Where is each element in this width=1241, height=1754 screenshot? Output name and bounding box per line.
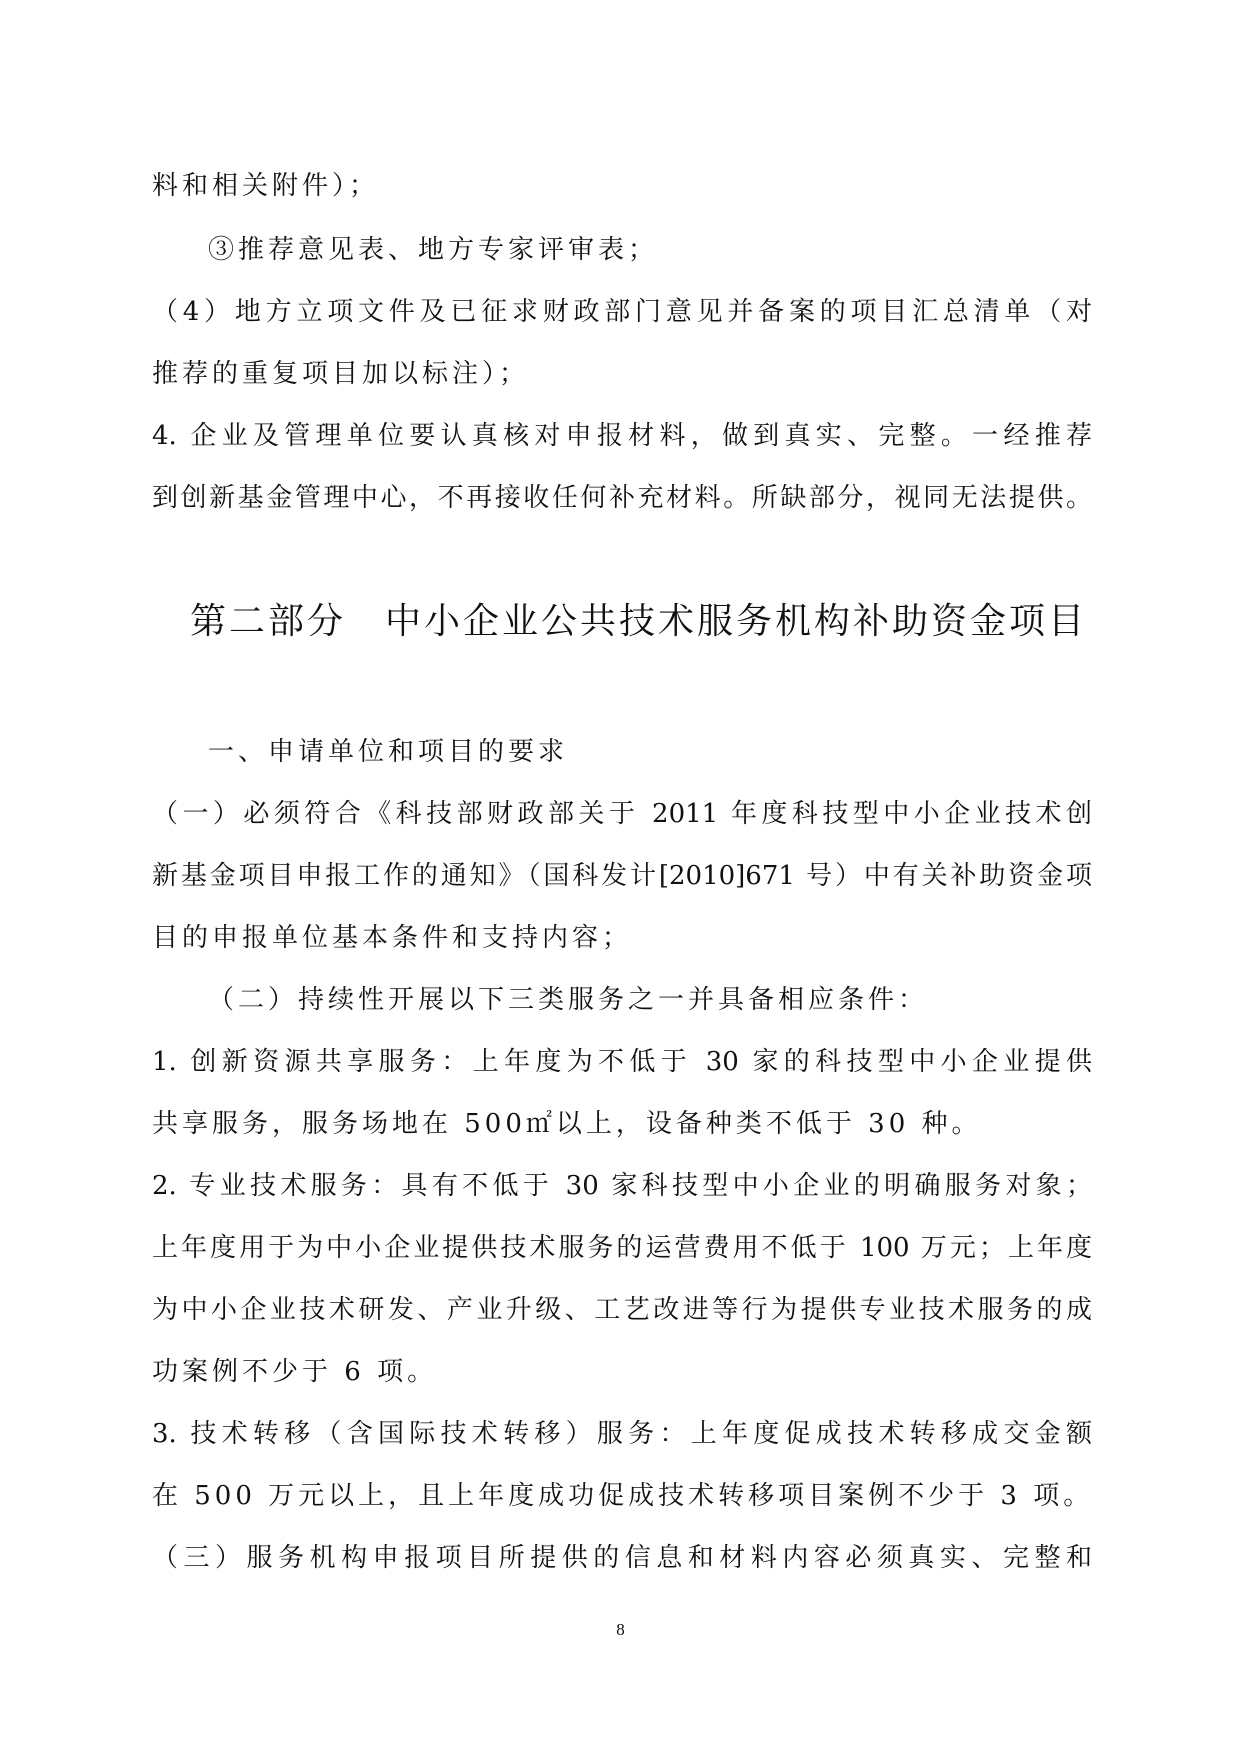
body-line: 共享服务，服务场地在 500㎡以上，设备种类不低于 30 种。 [152,1109,982,1139]
body-line: （三）服务机构申报项目所提供的信息和材料内容必须真实、完整和 [152,1543,1092,1573]
body-line: 为中小企业技术研发、产业升级、工艺改进等行为提供专业技术服务的成 [152,1295,1092,1325]
body-line: （二）持续性开展以下三类服务之一并具备相应条件： [208,985,929,1015]
body-line: 到创新基金管理中心，不再接收任何补充材料。所缺部分，视同无法提供。 [152,483,1092,513]
body-line: （一）必须符合《科技部财政部关于 2011 年度科技型中小企业技术创 [152,799,1092,829]
body-line: 目的申报单位基本条件和支持内容； [152,923,633,953]
body-line: ③推荐意见表、地方专家评审表； [208,235,659,265]
body-line: 2. 专业技术服务：具有不低于 30 家科技型中小企业的明确服务对象； [152,1171,1092,1201]
page-number: 8 [616,1620,625,1639]
body-line: 1. 创新资源共享服务：上年度为不低于 30 家的科技型中小企业提供 [152,1047,1092,1077]
subsection-title: 一、申请单位和项目的要求 [208,737,569,767]
body-line: 上年度用于为中小企业提供技术服务的运营费用不低于 100 万元；上年度 [152,1233,1092,1263]
section-heading: 第二部分 中小企业公共技术服务机构补助资金项目 [190,601,1088,642]
body-line: 3. 技术转移（含国际技术转移）服务：上年度促成技术转移成交金额 [152,1419,1092,1449]
body-line: 功案例不少于 6 项。 [152,1357,438,1387]
body-line: 在 500 万元以上，且上年度成功促成技术转移项目案例不少于 3 项。 [152,1481,1094,1511]
body-line: 新基金项目申报工作的通知》（国科发计[2010]671 号）中有关补助资金项 [152,861,1092,891]
body-line: 料和相关附件）； [152,171,380,201]
body-line: （4）地方立项文件及已征求财政部门意见并备案的项目汇总清单（对 [152,297,1092,327]
body-line: 4. 企业及管理单位要认真核对申报材料，做到真实、完整。一经推荐 [152,421,1092,451]
body-line: 推荐的重复项目加以标注）； [152,359,530,389]
